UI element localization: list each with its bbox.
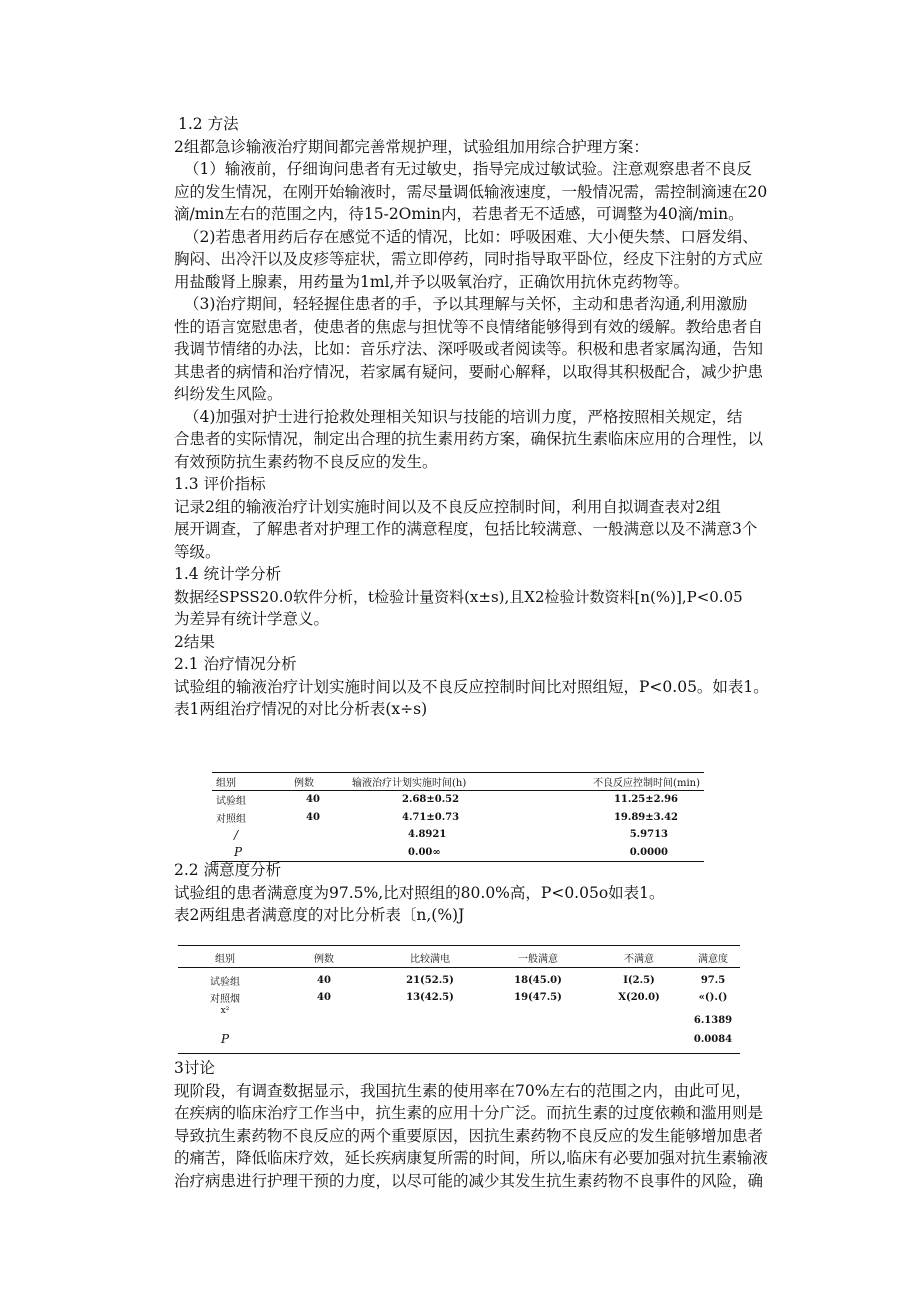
- table-header-cell: 例数: [290, 773, 348, 791]
- table-cell: 11.25±2.96: [613, 794, 678, 806]
- table-cell: 40: [317, 975, 331, 986]
- table-cell: [592, 1006, 686, 1029]
- paragraph-line: 等级。: [174, 542, 221, 561]
- table-row: [212, 809, 704, 827]
- paragraph-line: 试验组的患者满意度为97.5%,比对照组的80.0%高，P<0.05o如表1。: [174, 883, 665, 902]
- paragraph-line: 胸闷、出冷汗以及皮疹等症状，需立即停药，同时指导取平卧位，经皮下注射的方式应: [174, 250, 764, 268]
- table2-caption: 表2两组患者满意度的对比分析表〔n,(%)J: [174, 906, 465, 924]
- table-cell: [484, 1029, 592, 1054]
- table-cell: [290, 826, 348, 844]
- table-cell: 40: [306, 794, 320, 806]
- table-row: [178, 1006, 740, 1029]
- paragraph-line: 治疗病患进行护理干预的力度，以尽可能的减少其发生抗生素药物不良事件的风险，确: [174, 1171, 764, 1190]
- section-heading-treatment: 2.1 治疗情况分析: [174, 655, 297, 673]
- paragraph-line: 纠纷发生风险。: [174, 385, 283, 403]
- section-heading-statistics: 1.4 统计学分析: [174, 565, 282, 583]
- table-header-cell: 组别: [212, 773, 290, 791]
- paragraph-line: （1）输液前，仔细询问患者有无过敏史，指导完成过敏试验。注意观察患者不良反: [184, 160, 752, 178]
- table-row: [178, 1029, 740, 1054]
- table-cell: [272, 1029, 376, 1054]
- paragraph-line: （2)若患者用药后存在感觉不适的情况，比如：呼吸困难、大小便失禁、口唇发绢、: [184, 227, 758, 246]
- results-satisfaction-block: [174, 859, 794, 927]
- table-cell: 18(45.0): [514, 975, 562, 986]
- table-cell: 21(52.5): [406, 975, 454, 986]
- table-cell: 13(42.5): [406, 992, 454, 1003]
- table-row: [212, 791, 704, 809]
- table-cell: 试验组: [216, 796, 246, 808]
- table-row: [178, 989, 740, 1006]
- table-cell: «().(): [698, 992, 728, 1003]
- table-cell: [376, 1029, 484, 1054]
- table-cell: x²: [220, 1006, 230, 1016]
- table-cell: 0.0084: [686, 1029, 740, 1054]
- table-row: [212, 826, 704, 844]
- section-heading-results: 2结果: [174, 632, 215, 651]
- paragraph-line: 的痛苦，降低临床疗效，延长疾病康复所需的时间，所以,临床有必要加强对抗生素输液: [174, 1149, 768, 1167]
- section-heading-discussion: 3讨论: [174, 1059, 215, 1077]
- table-header-row: [178, 946, 740, 968]
- table-cell: 5.9713: [629, 829, 668, 841]
- paragraph-line: 用盐酸肾上腺素，用药量为1ml,并予以吸氧治疗，正确饮用抗休克药物等。: [174, 272, 689, 291]
- table-cell: 19(47.5): [514, 992, 562, 1003]
- table-cell: 试验组: [210, 977, 240, 988]
- table-cell: P: [212, 844, 290, 862]
- table-cell: 6.1389: [693, 1015, 733, 1026]
- table-header-cell: 输液治疗计划实施时间(h): [348, 773, 546, 791]
- paragraph-line: 导致抗生素药物不良反应的两个重要原因，因抗生素药物不良反应的发生能够增加患者: [174, 1126, 764, 1145]
- table-cell: P: [178, 1029, 272, 1054]
- table-header-cell: 不良反应控制时间(min): [546, 773, 704, 791]
- discussion-block: [174, 1057, 794, 1192]
- paragraph-line: 应的发生情况，在刚开始输液时，需尽量调低输液速度，一般情况需，需控制滴速在20: [174, 182, 768, 201]
- paragraph-line: 有效预防抗生素药物不良反应的发生。: [174, 452, 438, 471]
- table-cell: X(20.0): [618, 992, 660, 1003]
- table-cell: 4.71±0.73: [402, 811, 460, 823]
- table-cell: I(2.5): [623, 975, 655, 986]
- table1-caption: 表1两组治疗情况的对比分析表(x÷s): [174, 700, 428, 718]
- table-cell: 0.0000: [546, 844, 704, 862]
- paragraph-line: 其患者的病情和治疗情况，若家属有疑问，要耐心解释，以取得其积极配合，减少护患: [174, 362, 764, 381]
- table-row: [178, 968, 740, 990]
- table-cell: 40: [306, 811, 320, 823]
- table-header-row: [212, 773, 704, 791]
- table-header-cell: 不满意: [592, 946, 686, 968]
- paragraph-line: 为差异有统计学意义。: [174, 610, 330, 628]
- section-heading-methods: 1.2 方法: [178, 115, 239, 133]
- paragraph-line: 我调节情绪的办法，比如：音乐疗法、深呼吸或者阅读等。积极和患者家属沟通，告知: [174, 340, 764, 358]
- table-cell: [376, 1006, 484, 1029]
- table-cell: [592, 1029, 686, 1054]
- paragraph-line: （4)加强对护士进行抢救处理相关知识与技能的培训力度，严格按照相关规定，结: [184, 407, 743, 426]
- table-header-cell: 一般满意: [484, 946, 592, 968]
- table-cell: 2.68±0.52: [402, 794, 460, 806]
- table-header-cell: 比较满电: [376, 946, 484, 968]
- paragraph-line: 现阶段，有调查数据显示，我国抗生素的使用率在70%左右的范围之内，由此可见，: [174, 1081, 751, 1100]
- paragraph-line: 合患者的实际情况，制定出合理的抗生素用药方案，确保抗生素临床应用的合理性，以: [174, 430, 764, 448]
- table-cell: 0.00∞: [348, 844, 546, 862]
- paragraph-line: 数据经SPSS20.0软件分析，t检验计量资料(x±s),且X2检验计数资料[n(%)],P<0.05: [174, 587, 743, 606]
- paragraph-line: 滴/min左右的范围之内，待15-2Omin内，若患者无不适感，可调整为40滴/min。: [174, 205, 744, 223]
- table-cell: 40: [317, 992, 331, 1003]
- table-1: [212, 772, 704, 862]
- paragraph-line: 试验组的输液治疗计划实施时间以及不良反应控制时间比对照组短，P<0.05。如表1。: [174, 677, 769, 696]
- paragraph-line: （3)治疗期间，轻轻握住患者的手，予以其理解与关怀，主动和患者沟通,利用激励: [184, 295, 748, 313]
- section-heading-evaluation: 1.3 评价指标: [174, 475, 266, 493]
- table-header-cell: 满意度: [686, 946, 740, 968]
- paragraph-line: 展开调查，了解患者对护理工作的满意程度，包括比较满意、一般满意以及不满意3个: [174, 520, 758, 538]
- table-cell: 97.5: [700, 975, 726, 986]
- paragraph-line: 在疾病的临床治疗工作当中，抗生素的应用十分广泛。而抗生素的过度依赖和滥用则是: [174, 1104, 764, 1122]
- paragraph-line: 2组都急诊输液治疗期间都完善常规护理，试验组加用综合护理方案：: [174, 137, 649, 156]
- table-cell: 对照组: [216, 813, 246, 825]
- table-cell: 4.8921: [408, 829, 447, 841]
- paragraph-line: 记录2组的输液治疗计划实施时间以及不良反应控制时间，利用自拟调查表对2组: [174, 497, 721, 516]
- table-cell: [484, 1006, 592, 1029]
- table-cell: /: [234, 827, 239, 842]
- table-cell: 19.89±3.42: [613, 811, 678, 823]
- section-heading-satisfaction: 2.2 满意度分析: [174, 861, 282, 879]
- paper-page: [174, 113, 794, 721]
- table-header-cell: 组别: [178, 946, 272, 968]
- table-cell: [272, 1006, 376, 1029]
- paragraph-line: 性的语言宽慰患者，使患者的焦虑与担忧等不良情绪能够得到有效的缓解。教给患者自: [174, 317, 764, 336]
- table-header-cell: 例数: [272, 946, 376, 968]
- table-2: [178, 945, 740, 1054]
- table-cell: 对照烟: [210, 994, 240, 1005]
